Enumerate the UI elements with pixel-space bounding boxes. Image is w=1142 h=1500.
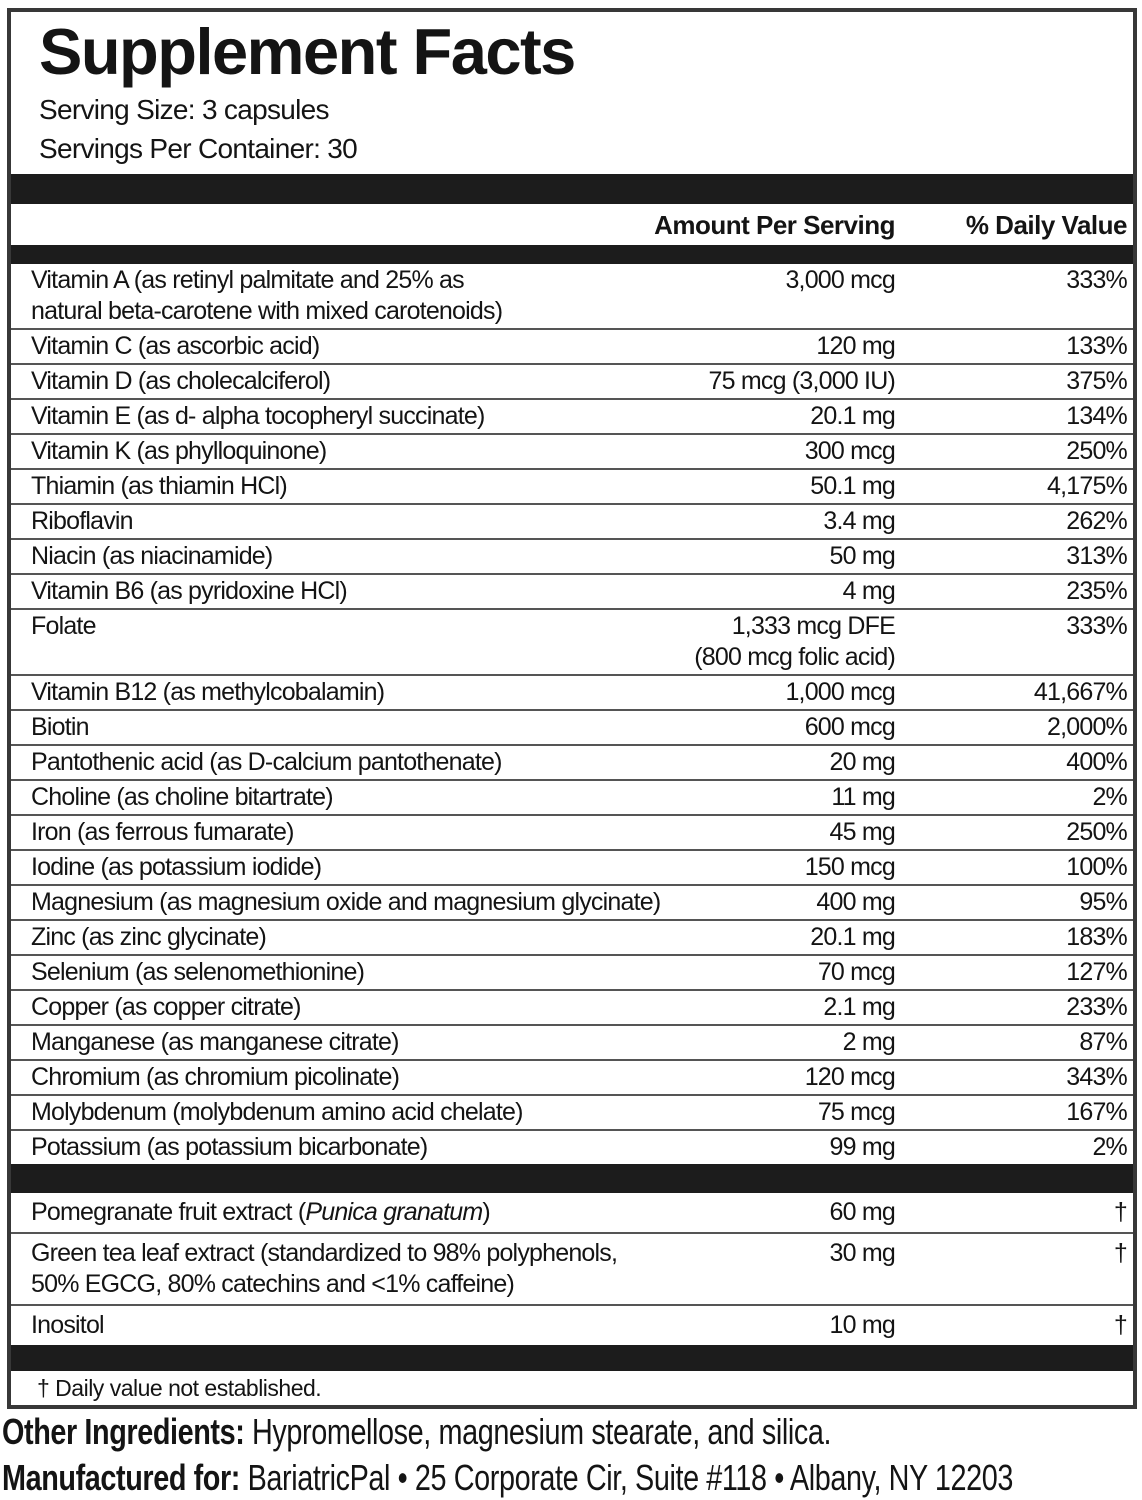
ingredient-name: Pantothenic acid (as D-calcium pantothenate): [31, 748, 502, 776]
nutrient-row: [11, 1059, 1133, 1094]
amount-value: 99 mg: [829, 1133, 895, 1161]
footnote-divider-bar: [11, 1345, 1133, 1371]
ingredient-name: Vitamin D (as cholecalciferol): [31, 367, 331, 395]
daily-value-footnote: † Daily value not established.: [37, 1375, 322, 1401]
nutrient-row: [11, 919, 1133, 954]
nutrient-row: [11, 398, 1133, 433]
ingredient-name: Iron (as ferrous fumarate): [31, 818, 294, 846]
ingredient-name: Vitamin C (as ascorbic acid): [31, 332, 320, 360]
amount-value: 30 mg: [829, 1239, 895, 1267]
nutrient-row: [11, 674, 1133, 709]
botanical-row: [11, 1193, 1133, 1232]
daily-value: 127%: [1066, 958, 1127, 986]
daily-value: 41,667%: [1033, 678, 1127, 706]
ingredient-name: Vitamin B6 (as pyridoxine HCl): [31, 577, 347, 605]
amount-value: 3,000 mcg: [785, 266, 895, 294]
column-header-row: [11, 204, 1133, 245]
amount-value: 70 mcg: [817, 958, 895, 986]
ingredient-name: Selenium (as selenomethionine): [31, 958, 365, 986]
ingredient-name: Biotin: [31, 713, 89, 741]
ingredient-name: Iodine (as potassium iodide): [31, 853, 322, 881]
nutrient-row: [11, 468, 1133, 503]
amount-value: 300 mcg: [804, 437, 895, 465]
daily-value: 167%: [1066, 1098, 1127, 1126]
amount-column-header: Amount Per Serving: [654, 210, 895, 240]
daily-value: 250%: [1066, 818, 1127, 846]
ingredient-name: Niacin (as niacinamide): [31, 542, 273, 570]
nutrient-row: [11, 1024, 1133, 1059]
nutrient-row: [11, 814, 1133, 849]
amount-value: 50.1 mg: [810, 472, 895, 500]
amount-value: 75 mcg: [817, 1098, 895, 1126]
nutrient-row: [11, 433, 1133, 468]
botanical-row: [11, 1304, 1133, 1345]
thick-divider-bar: [11, 174, 1133, 204]
nutrient-row: [11, 573, 1133, 608]
amount-value: 20 mg: [829, 748, 895, 776]
amount-value: 60 mg: [829, 1198, 895, 1226]
daily-value: 375%: [1066, 367, 1127, 395]
manufactured-for-line: [2, 1458, 1013, 1498]
amount-value: 20.1 mg: [810, 923, 895, 951]
amount-value: 120 mg: [816, 332, 895, 360]
ingredient-name: Pomegranate fruit extract (Punica granatum): [31, 1198, 490, 1226]
nutrient-row: [11, 363, 1133, 398]
ingredient-name: Thiamin (as thiamin HCl): [31, 472, 287, 500]
daily-value: 133%: [1066, 332, 1127, 360]
other-ingredients-text: Hypromellose, magnesium stearate, and silica.: [244, 1411, 832, 1452]
panel-header: [11, 12, 1133, 174]
botanical-row: [11, 1232, 1133, 1304]
ingredient-name: Magnesium (as magnesium oxide and magnesium glycinate): [31, 888, 661, 916]
thin-divider-bar: [11, 245, 1133, 264]
amount-value: 45 mg: [829, 818, 895, 846]
amount-value: 400 mg: [816, 888, 895, 916]
daily-value: 2,000%: [1047, 713, 1127, 741]
amount-value: 120 mcg: [804, 1063, 895, 1091]
ingredient-name: Green tea leaf extract (standardized to 98% polyphenols, 50% EGCG, 80% catechins and <1% caffeine): [31, 1239, 618, 1298]
ingredient-name: Riboflavin: [31, 507, 133, 535]
panel-title: Supplement Facts: [39, 15, 575, 88]
ingredient-name: Manganese (as manganese citrate): [31, 1028, 399, 1056]
ingredient-name: Zinc (as zinc glycinate): [31, 923, 267, 951]
daily-value: 333%: [1066, 266, 1127, 294]
daily-value: 100%: [1066, 853, 1127, 881]
daily-value: †: [1113, 1311, 1127, 1339]
daily-value: 233%: [1066, 993, 1127, 1021]
amount-value: 2.1 mg: [823, 993, 895, 1021]
daily-value: †: [1113, 1198, 1127, 1226]
ingredient-name: Choline (as choline bitartrate): [31, 783, 333, 811]
other-ingredients-label: Other Ingredients:: [2, 1411, 245, 1452]
manufactured-for-text: BariatricPal • 25 Corporate Cir, Suite #118 • Albany, NY 12203: [240, 1457, 1014, 1498]
daily-value: 250%: [1066, 437, 1127, 465]
nutrient-row: [11, 954, 1133, 989]
daily-value: 2%: [1092, 783, 1127, 811]
nutrient-row: [11, 989, 1133, 1024]
daily-value: 2%: [1092, 1133, 1127, 1161]
daily-value: 87%: [1079, 1028, 1127, 1056]
facts-panel: [7, 8, 1137, 1409]
amount-value: 1,333 mcg DFE (800 mcg folic acid): [694, 612, 895, 671]
ingredient-name: Folate: [31, 612, 96, 640]
daily-value: 4,175%: [1047, 472, 1127, 500]
daily-value: 343%: [1066, 1063, 1127, 1091]
botanicals-table: [11, 1193, 1133, 1345]
nutrient-row: [11, 328, 1133, 363]
amount-value: 600 mcg: [804, 713, 895, 741]
daily-value: 95%: [1079, 888, 1127, 916]
amount-value: 10 mg: [829, 1311, 895, 1339]
amount-value: 75 mcg (3,000 IU): [708, 367, 895, 395]
daily-value: 183%: [1066, 923, 1127, 951]
ingredient-name: Chromium (as chromium picolinate): [31, 1063, 400, 1091]
daily-value: 235%: [1066, 577, 1127, 605]
nutrient-row: [11, 503, 1133, 538]
ingredient-name: Copper (as copper citrate): [31, 993, 301, 1021]
section-divider-bar: [11, 1164, 1133, 1193]
amount-value: 3.4 mg: [823, 507, 895, 535]
amount-value: 150 mcg: [804, 853, 895, 881]
nutrients-table: [11, 264, 1133, 1164]
amount-value: 50 mg: [829, 542, 895, 570]
amount-value: 4 mg: [842, 577, 895, 605]
daily-value: 262%: [1066, 507, 1127, 535]
amount-value: 20.1 mg: [810, 402, 895, 430]
amount-value: 2 mg: [842, 1028, 895, 1056]
servings-per-container: Servings Per Container: 30: [39, 133, 357, 164]
nutrient-row: [11, 1129, 1133, 1164]
nutrient-row: [11, 538, 1133, 573]
ingredient-name: Vitamin A (as retinyl palmitate and 25% as natural beta-carotene with mixed carotenoids): [31, 266, 503, 325]
nutrient-row: [11, 608, 1133, 674]
nutrient-row: [11, 744, 1133, 779]
nutrient-row: [11, 779, 1133, 814]
nutrient-row: [11, 1094, 1133, 1129]
manufactured-for-label: Manufactured for:: [2, 1457, 240, 1498]
ingredient-name: Inositol: [31, 1311, 104, 1339]
daily-value: 134%: [1066, 402, 1127, 430]
daily-value: †: [1113, 1239, 1127, 1267]
ingredient-name: Potassium (as potassium bicarbonate): [31, 1133, 428, 1161]
amount-value: 11 mg: [831, 783, 895, 811]
other-ingredients-line: [2, 1412, 831, 1452]
nutrient-row: [11, 884, 1133, 919]
ingredient-name: Vitamin E (as d- alpha tocopheryl succinate): [31, 402, 485, 430]
ingredient-name: Vitamin B12 (as methylcobalamin): [31, 678, 385, 706]
ingredient-name: Vitamin K (as phylloquinone): [31, 437, 327, 465]
nutrient-row: [11, 264, 1133, 328]
daily-value: 400%: [1066, 748, 1127, 776]
serving-size: Serving Size: 3 capsules: [39, 94, 329, 125]
daily-value: 333%: [1066, 612, 1127, 640]
nutrient-row: [11, 709, 1133, 744]
ingredient-name: Molybdenum (molybdenum amino acid chelate): [31, 1098, 523, 1126]
daily-value-column-header: % Daily Value: [965, 210, 1127, 240]
amount-value: 1,000 mcg: [785, 678, 895, 706]
nutrient-row: [11, 849, 1133, 884]
daily-value: 313%: [1066, 542, 1127, 570]
